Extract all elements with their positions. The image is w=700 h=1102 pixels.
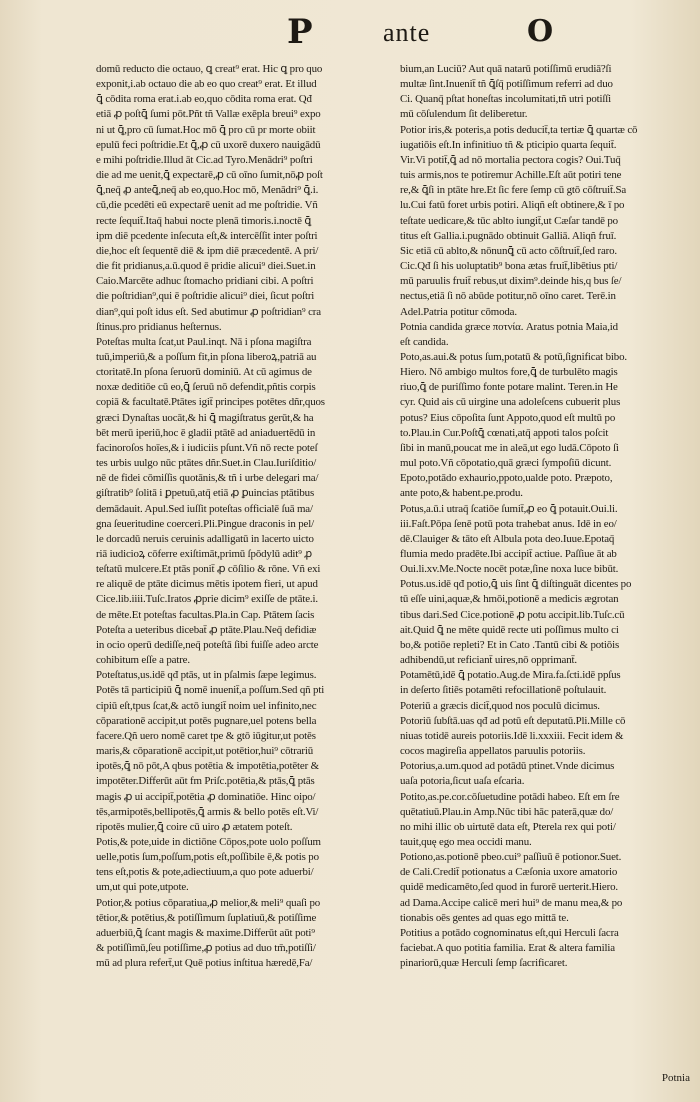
text-line: Cice.lib.iiii.Tuſc.Iratos ꝓprie dicim⁹ exiſſe de ptāte.i. <box>96 593 318 606</box>
text-line: die ad me uenit,ꝗ̄ expectarē,ꝓ cū oīno ſumit,nōꝓ poſt <box>96 169 323 182</box>
text-line: adhibendū,ut reficiant̄ uires,nō opprimant̄. <box>400 654 577 667</box>
text-line: copiā & facultatē.Ptātes igit̄ principes potētes dñr,quos <box>96 396 325 409</box>
text-line: cyr. Quid ais cū uirgine una adoleſcens cubuerit plus <box>400 396 621 409</box>
left-text-column <box>96 62 388 1072</box>
text-line: teſtatū mulcere.Et ptās ponit̄ ꝓ cōſilio & rōne. Vñ exi <box>96 563 321 576</box>
text-line: die poſtridian⁹,qui ē poſtridie alicui⁹ diei, ſicut poſtri <box>96 290 315 303</box>
text-line: cōparationē accipit,ut potēs pugnare,uel potens bella <box>96 714 317 727</box>
text-line: tes urbis uulgo nūc ptātes dñr.Suet.in Clau.Iuriſditio/ <box>96 457 317 470</box>
text-line: Sic etiā cū ablto,& nōnunꝗ̄ cū acto cōſtruit̄,ſed raro. <box>400 244 618 257</box>
text-line: um,ut qui pote,utpote. <box>96 881 189 894</box>
text-line: de Cali.Credit̄ potionatus a Cæſonia uxore amatorio <box>400 866 618 879</box>
header-letter-right: O <box>527 14 554 49</box>
text-line: Poteſtatus,us.idē qđ ptās, ut in pſalmis ſæpe legimus. <box>96 669 317 682</box>
text-line: bēt merū iperiū,hoc ē gladii ptātē ad aniaduertēdū in <box>96 426 316 439</box>
text-line: flumia medo pradēte.Ibi accipit̄ actiue. Paſſiue āt ab <box>400 548 617 560</box>
text-line: ipm diē pcedente inſecuta eſt,& intercēſſit inter poſtri <box>96 229 318 242</box>
text-line: uaſa potoria,ſicut uaſa eſcaria. <box>400 775 525 788</box>
text-line: etiā ꝓ poſtꝗ̄ ſumi pōt.Pñt tñ Vallæ exēpla breui⁹ expo <box>96 108 321 121</box>
text-line: niuas totidē aureis potoriis.Idē li.xxxiii. Fecit idem & <box>400 729 624 742</box>
text-line: tauit,quę ego mea occidi manu. <box>400 835 532 848</box>
text-line: le dorcadū neruis ceruinis adalligatū in lacerto uicto <box>96 532 314 545</box>
text-line: titus eſt Gallia.i.pugnādo obtinuit Galliā. Aliqñ fruī. <box>400 229 617 242</box>
text-line: ctoritatē.In pſona ſeruorū dominiū. At cū agimus de <box>96 366 312 379</box>
text-line: Potito,as.pe.cor.cōſuetudine potādi habeo. Eſt em ſre <box>400 790 620 803</box>
text-line: dian⁹,qui poſt idus eſt. Sed abutimur ꝓ poſtridian⁹ cra <box>96 305 321 318</box>
text-line: noxæ deditiōe cū eo,ꝗ̄ ſeruū nō defendit,pñtis corpis <box>96 381 316 394</box>
text-line: epulū feci poſtridie.Et ꝗ̄,ꝓ cū uxorē duxero nauigādū <box>96 138 321 151</box>
text-line: Ci. Quanq̄ pſtat honeſtas incolumitati,tñ utri potiſſi <box>400 93 612 106</box>
text-line: mul poto.Vñ cōpotatio,quā græci ſympoſiū dicunt. <box>400 457 612 470</box>
text-line: iugatiōis eſt.In infinitiuo tñ & pticipio quarta ſequit̄. <box>400 138 617 151</box>
text-line: Potnia candida græce ποτνία. Aratus potnia Maia,id <box>400 320 618 333</box>
text-line: cohibitum eſſe a patre. <box>96 654 190 667</box>
text-line: Potoriū ſubſtā.uas qđ ad potū eſt deputatū.Pli.Mille cō <box>400 714 626 727</box>
text-line: impotēter.Differūt aūt fm Priſc.potētia,& ptās,ꝗ̄ ptās <box>96 775 315 788</box>
text-line: tuis armis,nos te potiremur Achille.Eſt aūt potiri tene <box>400 169 622 182</box>
text-line: Potus,a.ū.i utraq̄ ſcatiōe ſumit̄,ꝓ eo ꝗ̄ potauit.Oui.li. <box>400 502 618 515</box>
text-line: Hiero. Nō ambigo multos fore,ꝗ̄ de turbulēto magis <box>400 366 618 379</box>
text-line: cū,die pcedēti eū expectarē uenit ad me poſtridie. Vñ <box>96 199 318 212</box>
text-line: aduerbiū,ꝗ̄ ſcant magis & maxime.Differūt aūt poti⁹ <box>96 926 315 939</box>
right-text-column <box>400 62 690 1072</box>
text-line: ait.Quid ꝗ̄ ne mēte quidē recte uti poſſimus multo ci <box>400 623 619 636</box>
text-line: Cic.Qđ ſi his uoluptatib⁹ bona ætas fruit̄,libētius pti/ <box>400 260 618 273</box>
text-line: uelle,potis ſum,poſſum,potis eſt,poſſibile ē,& potis po <box>96 851 319 864</box>
header-running-title: ante <box>383 18 431 47</box>
text-line: quētatiuū.Plau.in Amp.Nūc tibi hāc paterā,quæ do/ <box>400 805 614 818</box>
text-line: tētior,& potētius,& potiſſimum ſuplatiuū,& potiſſime <box>96 911 317 924</box>
text-line: nectus,etiā ſi nō abūde potitur,nō oīno caret. Terē.in <box>400 290 616 303</box>
text-line: e mihi poſtridie.Illud āt Cic.ad Tyro.Menādri⁹ poſtri <box>96 153 313 166</box>
text-line: re,& ꝗ̄ſi in ptāte hre.Et ſic fere ſemp cū gtō cōſtruit̄.Sa <box>400 184 627 197</box>
text-line: mū cōſulendum ſit deliberetur. <box>400 108 528 121</box>
text-line: Poteſta a ueteribus dicebat̄ ꝓ ptāte.Plau.Neq̄ defidiæ <box>96 623 317 636</box>
text-line: bium,an Luciū? Aut quā natarū potiſſimū erudiā?ſi <box>400 63 612 75</box>
text-line: Potamētū,idē ꝗ̄ potatio.Aug.de Mira.fa.ſcti.idē ppſus <box>400 669 621 682</box>
text-line: Potior,& potius cōparatiua,ꝓ melior,& meli⁹ quaſi po <box>96 896 321 909</box>
text-line: Caio.Marcēte adhuc ſtomacho pridiani cibi. A poſtri <box>96 275 314 288</box>
text-line: die fit pridianus,a.ū.quod ē pridie alicui⁹ diei.Suet.in <box>96 260 316 273</box>
text-line: Vir.Vi potit̄,ꝗ̄ ad nō mortalia pectora cogis? Oui.Tuq̄ <box>400 153 621 166</box>
text-line: recte ſequit̄.Itaq̄ habui nocte plenā timoris.i.noctē ꝗ̄ <box>96 214 312 227</box>
text-line: re aliquē de ptāte dicimus mētis ipotem fieri, ut apud <box>96 578 318 591</box>
text-line: tibus dari.Sed Cice.potionē ꝓ potu accipit.lib.Tuſc.cū <box>400 608 625 621</box>
text-line: to.Plau.in Cur.Poſtꝗ̄ cœnati,atq̄ appoti talos poſcit <box>400 426 609 439</box>
text-line: nē de fidei cōmiſſis quotānis,& tñ i urbe delegari ma/ <box>96 472 319 485</box>
text-line: maris,& cōparationē accipit,ut potētior,hui⁹ cōtrariū <box>96 745 314 758</box>
text-line: Potis,& pote,uide in dictiōne Cōpos,pote uolo poſſum <box>96 835 321 848</box>
text-line: in deſerto ſitiēs potamēti refocillationē poſtulauit. <box>400 684 607 697</box>
text-line: Potus.us.idē qđ potio,ꝗ̄ uis ſint ꝗ̄ diſtinguāt dicentes po <box>400 578 632 591</box>
text-line: faciebat.A quo potitia familia. Erat & altera familia <box>400 942 615 955</box>
catchword: Potnia <box>661 1072 690 1084</box>
text-line: tū eſſe uini,aquæ,& hmōi,potionē a medicis ægrotan <box>400 593 619 606</box>
text-line: exponit,i.ab octauo die ab eo quo creat⁹ erat. Et illud <box>96 78 317 91</box>
text-line: no mihi illic ob uirtutē data eſt, Pterela rex qui poti/ <box>400 820 616 833</box>
text-line: Poteriū a græcis dicit̄,quod nos poculū dicimus. <box>400 699 600 712</box>
text-line: tionabis oēs gentes ad quas ego mittā te. <box>400 911 569 924</box>
text-line: domū reducto die octauo, ꝗ creat⁹ erat. Hic ꝗ pro quo <box>96 63 323 75</box>
text-line: riuo,ꝗ̄ de puriſſimo fonte potare malint. Teren.in He <box>400 381 618 394</box>
text-line: mū paruulis fruit̄ rebus,ut dixim⁹.deinde his,q bus ſe/ <box>400 275 622 288</box>
header-letter-left: P <box>287 12 313 52</box>
text-line: facere.Qñ uero nomē caret tpe & gtō iūgitur,ut potēs <box>96 729 316 742</box>
text-line: Adel.Patria potitur cōmoda. <box>400 305 517 318</box>
text-line: ꝗ̄ cōdita roma erat.i.ab eo,quo cōdita roma erat. Qđ <box>96 93 312 106</box>
text-line: quidē medicamēto,ſed quod in furorē uerterit.Hiero. <box>400 881 618 894</box>
text-line: Potior iris,& poteris,a potis deducit̄,ta tertiæ ꝗ̄ quartæ cō <box>400 123 638 136</box>
text-line: eſt candida. <box>400 335 449 348</box>
text-line: pinariorū,quæ Herculi ſemp ſacrificaret. <box>400 957 568 970</box>
text-line: lu.Cui fatū foret urbis potiri. Aliqñ eſt obtinere,& ī po <box>400 199 625 212</box>
text-line: mū ad plura refert̄,ut Quē potius inſtitua hæredē,Fa/ <box>96 957 313 970</box>
text-line: gna ſeueritudine coerceri.Pli.Pingue draconis in pel/ <box>96 517 314 530</box>
text-line: Potiono,as.potionē pbeo.cui⁹ paſſiuū ē potionor.Suet. <box>400 851 622 864</box>
text-line: Epoto,potādo exhaurio,ppoto,ualde poto. Præpoto, <box>400 472 613 485</box>
text-line: multæ ſint.Inuenit̄ tñ ꝗ̄ſq̄ potiſſimum referri ad duo <box>400 78 613 91</box>
text-line: ꝗ̄,neq̄ ꝓ anteꝗ̄,neq̄ ab eo,quo.Hoc mō, Menādri⁹ ꝗ̄.i. <box>96 184 319 197</box>
text-line: giſtratib⁹ ſolitā i ꝑpetuū,atq̄ etiā ꝓ ꝑuincias ptātibus <box>96 487 315 500</box>
text-line: ante poto,& habent.pe.produ. <box>400 487 523 500</box>
text-line: iii.Faſt.Pōpa ſenē potū pota trahebat anus. Idē in eo/ <box>400 517 617 530</box>
text-line: Potorius,a.um.quod ad potādū ptinet.Vnde dicimus <box>400 760 615 773</box>
text-line: in ocio operū dediſſe,neq̄ poteſtā ſibi fuiſſe adeo arcte <box>96 638 319 651</box>
text-line: græci Dynaſtas uocāt,& hi ꝗ̄ magiſtratus gerūt,& ha <box>96 411 314 424</box>
text-line: Poteſtas multa ſcat,ut Paul.inqt. Nā i pſona magiſtra <box>96 335 312 348</box>
text-line: cocos magireſia appellatos paruulis potoriis. <box>400 745 586 758</box>
text-line: tuū,imperiū,& a poſſum fit,in pſona liberoꝝ,patriā au <box>96 350 317 363</box>
text-line: facinoroſos hoīes,& i iudiciis pſunt.Vñ nō recte poteſ <box>96 441 318 454</box>
text-line: ſibi in manū,poucat me in aleā,ut ego ludā.Cōpoto ſi <box>400 441 619 454</box>
text-line: de mēte.Et poteſtas facultas.Pla.in Cap. Ptātem ſacis <box>96 608 315 621</box>
text-line: teſtate uedicare,& tūc ablto iungit̄,ut Cæſar tandē po <box>400 214 618 227</box>
text-line: & potiſſimū,ſeu potiſſime,ꝓ potius ad duo tm̄,potiſſi/ <box>96 942 316 955</box>
text-line: ipotēs,ꝗ̄ nō pōt,A qbus potētia & impotētia,potēter & <box>96 760 319 773</box>
text-line: Potēs tā participiū ꝗ̄ nomē inuenit̄,a poſſum.Sed qñ pti <box>96 684 325 697</box>
text-line: Poto,as.aui.& potus ſum,potatū & potū,ſignificat bibo. <box>400 350 627 363</box>
text-line: Oui.li.xv.Me.Nocte nocēt potæ,ſine noxa luce bibūt. <box>400 563 619 576</box>
text-line: ſtinus.pro pridianus heſternus. <box>96 320 222 333</box>
text-line: die,hoc eſt ſequentē diē & ipm diē præcedentē. A pri/ <box>96 244 319 257</box>
text-line: potus? Eius cōpoſita ſunt Appoto,quod eſt multū po <box>400 411 616 424</box>
text-line: Potitius a potādo cognominatus eſt,qui Herculi ſacra <box>400 926 619 939</box>
text-line: magis ꝓ ui accipit̄,potētia ꝓ dominatiōe. Hinc oipo/ <box>96 790 316 803</box>
text-line: tēs,armipotēs,bellipotēs,ꝗ̄ armis & bello potēs eſt.Vi/ <box>96 805 319 818</box>
text-line: ad Dama.Accipe calicē meri hui⁹ de manu mea,& po <box>400 896 623 909</box>
text-line: cipiū eſt,tpus ſcat,& actō iungit̄ noim uel infinito,nec <box>96 699 317 712</box>
page-header <box>0 12 700 56</box>
text-line: dē.Clauiger & tāto eſt Albula pota deo.Iuue.Epotaq̄ <box>400 532 615 545</box>
text-line: demādauit. Apul.Sed iuſſit poteſtas officialē ſuā ma/ <box>96 502 313 515</box>
text-line: bo,& potiōe repleti? Et in Cato .Tantū cibi & potiōis <box>400 638 620 651</box>
text-line: tens eſt,potis & pote,adiectiuum,a quo pote aduerbi/ <box>96 866 314 879</box>
text-line: ripotēs mulier,ꝗ̄ coire cū uiro ꝓ ætatem poteſt. <box>96 820 293 833</box>
text-line: riā iudicioꝝ cōferre exiſtimāt,primū ſpōdylū adit⁹ ꝓ <box>96 548 313 560</box>
text-line: ni ut ꝗ̄,pro cū ſumat.Hoc mō ꝗ̄ pro cū pr morte obiit <box>96 123 316 136</box>
